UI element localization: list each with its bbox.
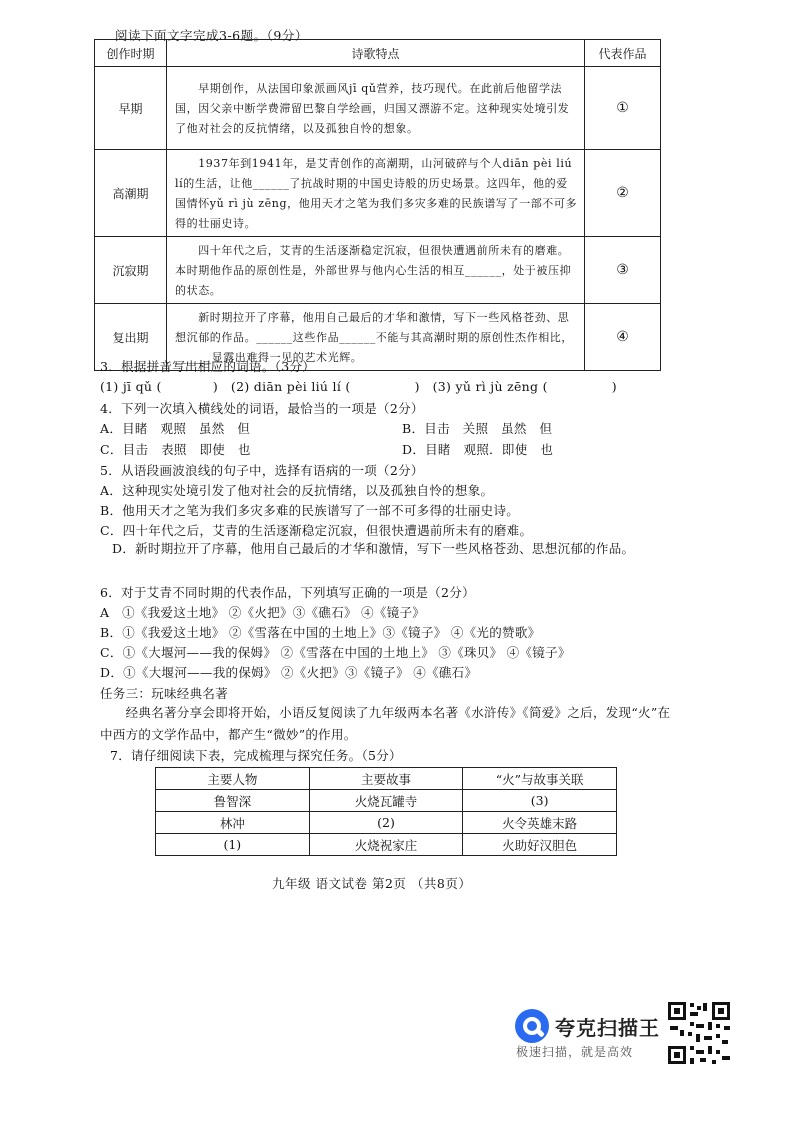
table-row: [95, 237, 661, 304]
q6-stem: 6．对于艾青不同时期的代表作品，下列填写正确的一项是（2分）: [100, 585, 475, 600]
table-row: [156, 768, 617, 790]
header-feature: 诗歌特点: [167, 40, 585, 67]
brand-slogan: 极速扫描，就是高效: [516, 1045, 634, 1059]
q7-header-story: 主要故事: [309, 768, 463, 790]
quark-logo-icon: [512, 1006, 552, 1046]
q6-option-b: B．①《我爱这土地》 ②《雪落在中国的土地上》③《镜子》 ④《光的赞歌》: [100, 625, 541, 640]
period-cell: 沉寂期: [95, 237, 167, 304]
q7-header-fire: “火”与故事关联: [463, 768, 617, 790]
period-cell: 高潮期: [95, 150, 167, 237]
table-row: [95, 150, 661, 237]
q7-cell: 火助好汉胆色: [463, 834, 617, 856]
header-period: 创作时期: [95, 40, 167, 67]
q4-option-a: A．目睹 观照 虽然 但: [100, 421, 251, 436]
q7-cell: 火烧祝家庄: [309, 834, 463, 856]
table-row: [156, 834, 617, 856]
q5-stem: 5．从语段画波浪线的句子中，选择有语病的一项（2分）: [100, 463, 424, 478]
q7-stem: 7．请仔细阅读下表，完成梳理与探究任务。（5分）: [110, 748, 402, 763]
q7-table: [155, 767, 617, 856]
work-cell: ③: [585, 237, 661, 304]
page-footer: 九年级 语文试卷 第2页 （共8页）: [272, 876, 472, 891]
period-cell: 复出期: [95, 304, 167, 371]
work-cell: ④: [585, 304, 661, 371]
q6-option-d: D．①《大堰河——我的保姆》 ②《火把》③《镜子》 ④《礁石》: [100, 665, 478, 680]
feature-text: 四十年代之后，艾青的生活逐渐稳定沉寂，但很快遭遇前所未有的磨难。本时期他作品的原创性是，外部世界与他内心生活的相互______，处于被压抑的状态。: [175, 244, 572, 297]
task3-title: 任务三：玩味经典名著: [100, 686, 229, 701]
q4-stem: 4．下列一次填入横线处的词语，最恰当的一项是（2分）: [100, 401, 424, 416]
section-intro: 阅读下面文字完成3-6题。（9分）: [115, 28, 308, 43]
q7-cell: 火烧瓦罐寺: [309, 790, 463, 812]
q5-option-a: A．这种现实处境引发了他对社会的反抗情绪，以及孤独自怜的想象。: [100, 483, 494, 498]
table-row: [156, 790, 617, 812]
feature-text: 早期创作，从法国印象派画风jī qǔ营养，技巧现代。在此前后他留学法国，因父亲中断学费滞留巴黎自学绘画，归国又漂游不定。这种现实处境引发了他对社会的反抗情绪，以及孤独自怜的想象。: [175, 82, 570, 135]
work-cell: ①: [585, 67, 661, 150]
q7-cell: 鲁智深: [156, 790, 310, 812]
poem-table-header: [95, 40, 661, 67]
q7-blank-cell: (3): [463, 790, 617, 812]
poem-table: [94, 39, 661, 371]
table-row: [156, 812, 617, 834]
q7-header-character: 主要人物: [156, 768, 310, 790]
q4-option-d: D．目睹 观照．即使 也: [402, 442, 554, 457]
qr-code-icon: [666, 1000, 732, 1066]
feature-text: 新时期拉开了序幕，他用自己最后的才华和激情，写下一些风格苍劲、思想沉郁的作品。______这些作品______不能与其高潮时期的原创性杰作相比，______显露出难得一见的艺术光辉。: [175, 311, 573, 364]
q7-cell: 火令英雄末路: [463, 812, 617, 834]
header-work: 代表作品: [585, 40, 661, 67]
q4-option-b: B．目击 关照 虽然 但: [402, 421, 553, 436]
feature-text: 1937年到1941年，是艾青创作的高潮期，山河破碎与个人diān pèi liú lí的生活，让他______了抗战时期的中国史诗般的历史场景。这四年，他的爱国情怀yǔ rì jù zēng，他用天才之笔为我们多灾多难的民族谱写了一部不可多得的壮丽史诗。: [175, 157, 578, 230]
q7-blank-cell: (1): [156, 834, 310, 856]
q7-blank-cell: (2): [309, 812, 463, 834]
q4-option-c: C．目击 表照 即使 也: [100, 442, 251, 457]
brand-name: 夸克扫描王: [555, 1016, 660, 1040]
q6-option-a: A ①《我爱这土地》 ②《火把》③《礁石》 ④《镜子》: [100, 605, 426, 620]
q6-option-c: C．①《大堰河——我的保姆》 ②《雪落在中国的土地上》 ③《珠贝》 ④《镜子》: [100, 645, 571, 660]
q3-answers: (1) jī qǔ ( ) (2) diān pèi liú lí ( ) (3) yǔ rì jù zēng ( ): [100, 379, 617, 394]
scanner-watermark: [512, 1006, 692, 1066]
table-row: [95, 67, 661, 150]
q7-cell: 林冲: [156, 812, 310, 834]
q5-option-b: B．他用天才之笔为我们多灾多难的民族谱写了一部不可多得的壮丽史诗。: [100, 503, 520, 518]
work-cell: ②: [585, 150, 661, 237]
q5-option-d: D．新时期拉开了序幕，他用自己最后的才华和激情，写下一些风格苍劲、思想沉郁的作品。: [112, 541, 635, 556]
period-cell: 早期: [95, 67, 167, 150]
q5-option-c: C．四十年代之后，艾青的生活逐渐稳定沉寂，但很快遭遇前所未有的磨难。: [100, 523, 533, 538]
q3-stem: 3．根据拼音写出相应的词语。（3分）: [100, 359, 316, 374]
task3-intro: 经典名著分享会即将开始，小语反复阅读了九年级两本名著《水浒传》《简爱》之后，发现“火”在中西方的文学作品中，都产生“微妙”的作用。: [100, 705, 671, 742]
